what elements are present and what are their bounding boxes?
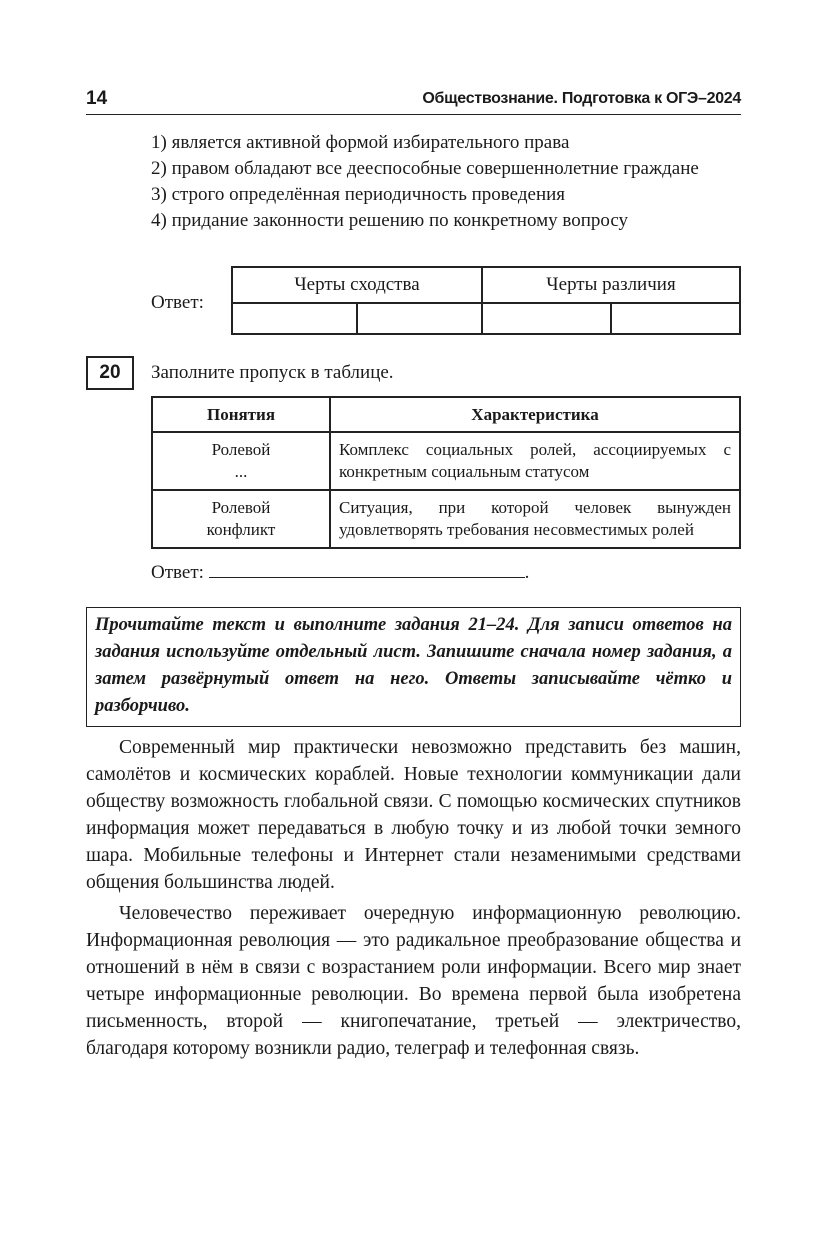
table-row: [152, 490, 740, 548]
concept-text: Ролевой: [211, 440, 271, 459]
answer-cell[interactable]: [611, 303, 740, 334]
answer-table: [231, 266, 741, 335]
answer-cell[interactable]: [482, 303, 611, 334]
similarities-header: Черты сходства: [232, 267, 482, 303]
answer-label: Ответ:: [151, 292, 204, 313]
concept-blank: ...: [234, 462, 248, 481]
answer-cell[interactable]: [357, 303, 482, 334]
characteristic-header: Характеристика: [330, 397, 740, 432]
concept-text: Ролевой: [211, 498, 271, 517]
options-list: [151, 130, 741, 234]
task-prompt: Заполните пропуск в таблице.: [151, 362, 394, 383]
option-item: 2) правом обладают все дееспособные совершеннолетние граждане: [151, 158, 699, 179]
characteristic-cell: Ситуация, при которой человек вынужден удовлетворять требования несовместимых ролей: [330, 490, 740, 548]
page-header: [86, 88, 741, 115]
instruction-box: Прочитайте текст и выполните задания 21–24. Для записи ответов на задания используйте отдельный лист. Запишите сначала номер задания, а затем развёрнутый ответ на него. Ответы записывайте чётко и разборчиво.: [86, 607, 741, 727]
task-number-20: 20: [86, 356, 134, 390]
concept-cell: [152, 432, 330, 490]
concept-cell: [152, 490, 330, 548]
answer-label: Ответ:: [151, 562, 204, 583]
answer-line-row: [151, 560, 529, 584]
option-item: 4) придание законности решению по конкретному вопросу: [151, 210, 629, 231]
concepts-table: [151, 396, 741, 549]
answer-blank-line[interactable]: [209, 560, 525, 578]
option-item: 3) строго определённая периодичность проведения: [151, 184, 566, 205]
characteristic-cell: Комплекс социальных ролей, ассоциируемых с конкретным социальным статусом: [330, 432, 740, 490]
reading-text: [86, 734, 741, 1066]
paragraph: Человечество переживает очередную информационную революцию. Информационная революция — это радикальное преобразование общества и отношений в нём в связи с возрастанием роли информации. Всего мир знает четыре информационные революции. Во времена первой была изобретена письменность, второй — книгопечатание, третьей — электричество, благодаря которому возникли радио, телеграф и телефонная связь.: [86, 903, 741, 1059]
option-item: 1) является активной формой избирательного права: [151, 132, 570, 153]
answer-cell[interactable]: [232, 303, 357, 334]
answer-period: .: [524, 562, 530, 583]
concepts-header: Понятия: [152, 397, 330, 432]
concept-text: конфликт: [206, 520, 276, 539]
table-row: [152, 432, 740, 490]
page-number: 14: [86, 88, 108, 109]
running-title: Обществознание. Подготовка к ОГЭ–2024: [422, 90, 741, 107]
differences-header: Черты различия: [482, 267, 740, 303]
paragraph: Современный мир практически невозможно представить без машин, самолётов и космических кораблей. Новые технологии коммуникации дали обществу возможность глобальной связи. С помощью космических спутников информация может передаваться в любую точку и из любой точки земного шара. Мобильные телефоны и Интернет стали незаменимыми средствами общения большинства людей.: [86, 737, 741, 893]
